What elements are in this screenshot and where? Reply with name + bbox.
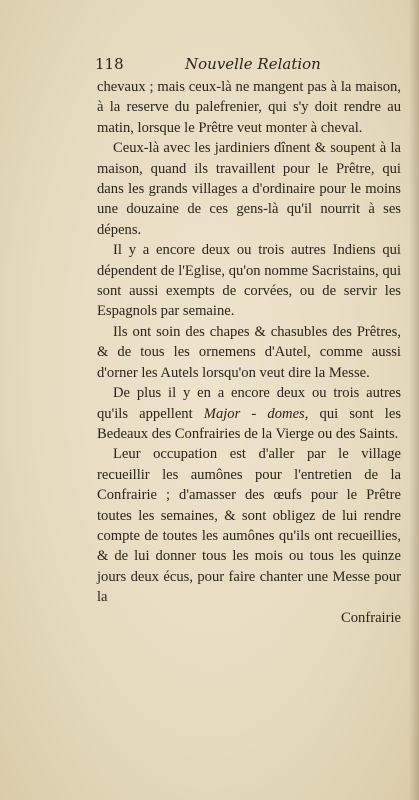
paragraph-major-domes-end: , qui sont les Bedeaux des Confrairies de la Vierge ou des Saints. [97, 405, 402, 442]
paragraph-sacristains: Il y a encore deux ou trois autres Indiens qui dépendent de l'Eglise, qu'on nomme Sacristains, qui sont aussi exempts de corvées, ou de servir les Espagnols par semaine. [97, 242, 401, 320]
paragraph-continuation: chevaux ; mais ceux-là ne mangent pas à la maison, à la reserve du palefrenier, qui s'y doit rendre au matin, lorsque le Prêtre veut monter à cheval. [97, 79, 401, 136]
paragraph-gardeners: Ceux-là avec les jardiniers dînent & soupent à la maison, quand ils travaillent pour le Prêtre, qui dans les grands villages a d'ordinaire pour le moins une douzaine de ces gens-là qu'il nourrit à ses dépens. [97, 140, 401, 238]
body-text [97, 77, 401, 628]
running-title: Nouvelle Relation [185, 55, 321, 73]
page-edge-shadow [409, 0, 419, 800]
paragraph-major-domes-start: De plus il y en a encore deux ou trois autres qu'ils appellent [97, 385, 401, 422]
paragraph-major-domes [97, 383, 401, 444]
paragraph-occupation: Leur occupation est d'aller par le village recueillir les aumônes pour l'entretien de la Confrairie ; d'amasser des œufs pour le Prêtre toutes les semaines, & sont obligez de lui rendre compte de toutes les aumônes qu'ils ont recueillies, & de lui donner tous les mois ou tous les quinze jours deux écus, pour faire chanter une Messe pour la [97, 446, 401, 606]
catchword: Confrairie [341, 609, 401, 626]
paragraph-chapes: Ils ont soin des chapes & chasubles des Prêtres, & de tous les ornemens d'Autel, comme aussi d'orner les Autels lorsqu'on veut dire la Messe. [97, 323, 401, 381]
page-header [95, 55, 321, 77]
page-number: 118 [95, 55, 124, 73]
major-domes-term: Major - domes [203, 405, 305, 422]
